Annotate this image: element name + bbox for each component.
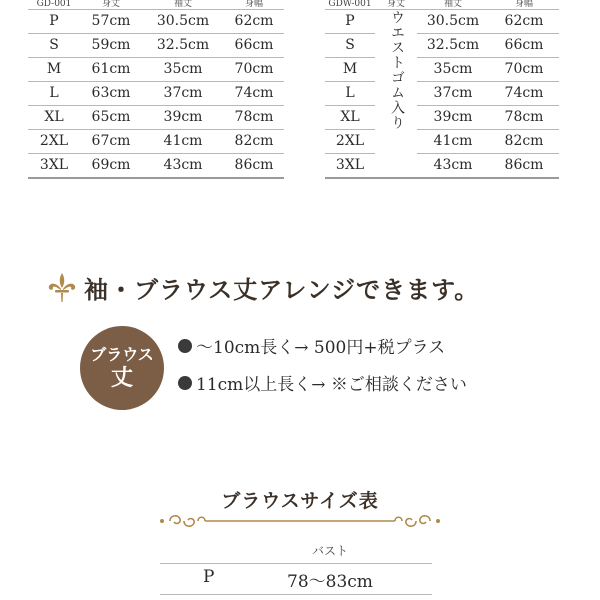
table-row bbox=[325, 106, 559, 130]
divider bbox=[160, 594, 432, 595]
arrange-title: 袖・ブラウス丈アレンジできます。 bbox=[84, 275, 480, 304]
length-cell: 57cm bbox=[80, 10, 142, 34]
header-cell: 袖丈 bbox=[417, 0, 489, 10]
length-cell bbox=[375, 130, 417, 154]
header-cell: 身幅 bbox=[224, 0, 284, 10]
header-cell: 袖丈 bbox=[142, 0, 224, 10]
size-cell: M bbox=[28, 58, 80, 82]
size-table-gdw001 bbox=[325, 0, 559, 179]
table-row bbox=[28, 106, 284, 130]
size-cell: 3XL bbox=[325, 154, 375, 179]
sleeve-cell: 43cm bbox=[417, 154, 489, 179]
width-cell: 62cm bbox=[224, 10, 284, 34]
width-cell: 62cm bbox=[489, 10, 559, 34]
width-cell: 86cm bbox=[489, 154, 559, 179]
width-cell: 78cm bbox=[489, 106, 559, 130]
width-cell: 82cm bbox=[489, 130, 559, 154]
sleeve-cell: 37cm bbox=[142, 82, 224, 106]
badge-line2: 丈 bbox=[110, 365, 133, 391]
table-row bbox=[325, 82, 559, 106]
width-cell: 74cm bbox=[489, 82, 559, 106]
length-cell: 61cm bbox=[80, 58, 142, 82]
blouse-size-title: ブラウスサイズ表 bbox=[221, 490, 379, 512]
table-row bbox=[28, 10, 284, 34]
table-row bbox=[28, 58, 284, 82]
sleeve-cell: 37cm bbox=[417, 82, 489, 106]
width-cell: 70cm bbox=[489, 58, 559, 82]
sleeve-cell: 35cm bbox=[417, 58, 489, 82]
width-cell: 74cm bbox=[224, 82, 284, 106]
width-cell: 66cm bbox=[224, 34, 284, 58]
table-row bbox=[28, 34, 284, 58]
size-cell: L bbox=[28, 82, 80, 106]
width-cell: 78cm bbox=[224, 106, 284, 130]
length-cell: 63cm bbox=[80, 82, 142, 106]
size-cell: 3XL bbox=[28, 154, 80, 179]
header-cell: GD-001 bbox=[28, 0, 80, 10]
table-row bbox=[28, 154, 284, 179]
table-row bbox=[325, 58, 559, 82]
length-cell: 65cm bbox=[80, 106, 142, 130]
sleeve-cell: 41cm bbox=[417, 130, 489, 154]
ornament-divider-icon bbox=[150, 510, 450, 532]
sleeve-cell: 35cm bbox=[142, 58, 224, 82]
size-cell: L bbox=[325, 82, 375, 106]
size-cell: XL bbox=[28, 106, 80, 130]
size-cell: 2XL bbox=[325, 130, 375, 154]
header-cell: 身丈 bbox=[375, 0, 417, 10]
size-cell: 2XL bbox=[28, 130, 80, 154]
table-row bbox=[325, 130, 559, 154]
bust-value-cell: 78～83cm bbox=[287, 572, 373, 592]
arrange-option-text: ～10cm長く→ 500円+税プラス bbox=[196, 338, 446, 358]
divider bbox=[160, 563, 432, 564]
bust-column-header: バスト bbox=[312, 544, 349, 558]
length-cell: 69cm bbox=[80, 154, 142, 179]
waist-elastic-note: ウエストゴム入り bbox=[386, 10, 408, 130]
size-table-gd001 bbox=[28, 0, 284, 179]
table-header bbox=[28, 0, 284, 10]
table-row bbox=[28, 130, 284, 154]
length-cell: 67cm bbox=[80, 130, 142, 154]
sleeve-cell: 32.5cm bbox=[417, 34, 489, 58]
width-cell: 82cm bbox=[224, 130, 284, 154]
size-cell: XL bbox=[325, 106, 375, 130]
length-cell: 59cm bbox=[80, 34, 142, 58]
blouse-length-badge bbox=[80, 326, 164, 410]
arrange-heading bbox=[46, 270, 479, 305]
table-row bbox=[325, 10, 559, 34]
sleeve-cell: 43cm bbox=[142, 154, 224, 179]
table-row bbox=[325, 34, 559, 58]
sleeve-cell: 30.5cm bbox=[417, 10, 489, 34]
table-header bbox=[325, 0, 559, 10]
size-cell: P bbox=[28, 10, 80, 34]
blouse-size-cell: P bbox=[203, 567, 215, 587]
fleur-de-lis-icon bbox=[46, 271, 78, 305]
arrange-option-1 bbox=[178, 333, 445, 358]
width-cell: 70cm bbox=[224, 58, 284, 82]
width-cell: 66cm bbox=[489, 34, 559, 58]
table-row bbox=[28, 82, 284, 106]
sleeve-cell: 39cm bbox=[142, 106, 224, 130]
arrange-option-2 bbox=[178, 370, 467, 395]
bullet-dot-icon bbox=[178, 376, 192, 390]
sleeve-cell: 32.5cm bbox=[142, 34, 224, 58]
sleeve-cell: 30.5cm bbox=[142, 10, 224, 34]
size-cell: M bbox=[325, 58, 375, 82]
size-cell: S bbox=[325, 34, 375, 58]
sleeve-cell: 41cm bbox=[142, 130, 224, 154]
sleeve-cell: 39cm bbox=[417, 106, 489, 130]
size-cell: P bbox=[325, 10, 375, 34]
width-cell: 86cm bbox=[224, 154, 284, 179]
size-cell: S bbox=[28, 34, 80, 58]
length-cell bbox=[375, 154, 417, 179]
header-cell: 身幅 bbox=[489, 0, 559, 10]
badge-line1: ブラウス bbox=[90, 345, 154, 364]
table-row bbox=[325, 154, 559, 179]
arrange-option-text: 11cm以上長く→ ※ご相談ください bbox=[196, 375, 467, 395]
header-cell: GDW-001 bbox=[325, 0, 375, 10]
header-cell: 身丈 bbox=[80, 0, 142, 10]
bullet-dot-icon bbox=[178, 339, 192, 353]
